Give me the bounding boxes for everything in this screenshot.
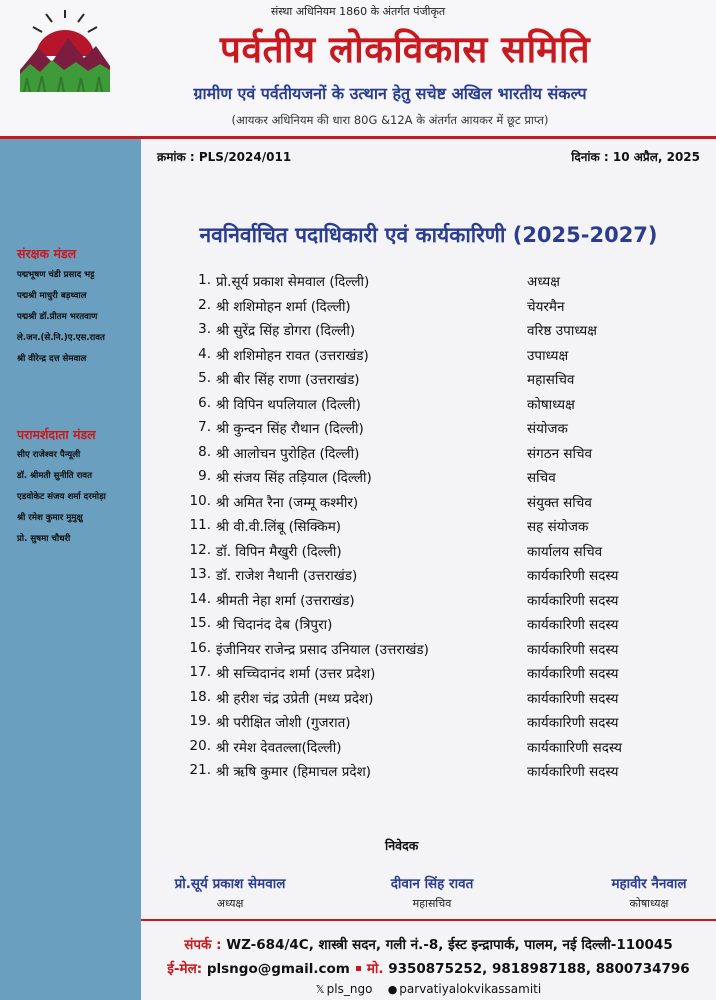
member-name: श्री हरीश चंद्र उप्रेती (मध्य प्रदेश) — [216, 690, 374, 707]
member-number: 18. — [189, 688, 211, 705]
member-name: श्री बीर सिंह राणा (उत्तराखंड) — [216, 372, 360, 388]
member-post: कार्यकारिणी सदस्य — [527, 568, 619, 584]
sidebar — [0, 139, 141, 1000]
x-handle[interactable]: pls_ngo — [326, 982, 373, 996]
page-title: नवनिर्वाचित पदाधिकारी एवं कार्यकारिणी (2025-2027) — [199, 223, 658, 247]
member-name: श्री कुन्दन सिंह रौथान (दिल्ली) — [216, 421, 364, 437]
member-name: इंजीनियर राजेन्द्र प्रसाद उनियाल (उत्तराखंड) — [216, 641, 429, 658]
member-number: 11. — [189, 517, 211, 533]
signatory — [589, 874, 709, 911]
member-number: 19. — [189, 713, 211, 729]
signatory — [155, 874, 305, 911]
member-number: 20. — [189, 737, 211, 754]
member-row — [165, 370, 705, 395]
member-number: 10. — [189, 492, 211, 509]
member-name: श्री वी.वी.लिंबू (सिक्किम) — [216, 519, 342, 535]
member-name: डॉ. राजेश नैथानी (उत्तराखंड) — [216, 568, 358, 584]
member-row — [165, 738, 705, 763]
member-post: अध्यक्ष — [527, 274, 560, 290]
phone-numbers: 9350875252, 9818987188, 8800734796 — [388, 961, 690, 977]
member-row — [165, 272, 705, 297]
advisor-heading: परामर्शदाता मंडल — [17, 427, 96, 442]
member-post: कार्यकाारिणी सदस्य — [527, 739, 622, 756]
signatory-name: महावीर नैनवाल — [611, 876, 687, 892]
member-number: 7. — [198, 419, 211, 435]
signatory-name: प्रो.सूर्य प्रकाश सेमवाल — [174, 876, 286, 892]
separator-square-icon — [356, 966, 361, 971]
member-post: कार्यकारिणी सदस्य — [527, 764, 619, 780]
member-post: कार्यकारिणी सदस्य — [527, 690, 619, 707]
member-number: 8. — [198, 443, 211, 460]
signatory — [357, 874, 507, 911]
address-label: संपर्क : — [184, 937, 222, 953]
member-post: कार्यालय सचिव — [527, 543, 603, 560]
advisor-item: डॉ. श्रीमती सुनीति रावत — [17, 471, 92, 481]
member-name: श्री शशिमोहन शर्मा (दिल्ली) — [216, 298, 351, 315]
member-number: 5. — [198, 370, 211, 386]
member-number: 16. — [189, 639, 211, 656]
member-post: महासचिव — [527, 372, 575, 388]
member-name: श्री चिदानंद देब (त्रिपुरा) — [216, 617, 333, 633]
member-row — [165, 419, 705, 444]
member-row — [165, 640, 705, 665]
member-number: 1. — [198, 272, 211, 288]
member-number: 15. — [189, 615, 211, 631]
member-row — [165, 297, 705, 322]
member-row — [165, 615, 705, 640]
member-row — [165, 468, 705, 493]
facebook-handle[interactable]: parvatiyalokvikassamiti — [399, 982, 542, 996]
member-post: सह संयोजक — [527, 519, 589, 535]
patron-item: पद्मश्री माधुरी बड़थ्वाल — [17, 291, 87, 301]
member-row — [165, 762, 705, 787]
member-number: 3. — [198, 321, 211, 337]
advisor-item: एडवोकेट संजय शर्मा दरमोड़ा — [17, 492, 106, 502]
patron-heading: संरक्षक मंडल — [17, 246, 77, 261]
signatory-role: कोषाध्यक्ष — [629, 897, 669, 910]
member-number: 21. — [189, 762, 211, 778]
member-row — [165, 493, 705, 518]
facebook-icon: ● — [387, 983, 398, 996]
member-post: सचिव — [527, 470, 556, 486]
advisor-list — [17, 445, 106, 550]
member-row — [165, 346, 705, 371]
contact-social — [141, 982, 716, 996]
address-text: WZ-684/4C, शास्त्री सदन, गली नं.-8, ईस्ट इन्द्रापार्क, पालम, नई दिल्ली-110045 — [226, 937, 673, 953]
member-name: डॉ. विपिन मैखुरी (दिल्ली) — [216, 543, 342, 560]
member-row — [165, 542, 705, 567]
contact-email-phone — [141, 959, 716, 977]
member-post: चेयरमैन — [527, 298, 565, 315]
phone-label: मो. — [366, 961, 384, 977]
x-icon: 𝕏 — [315, 983, 325, 996]
contact-address — [141, 935, 716, 953]
member-row — [165, 321, 705, 346]
member-number: 13. — [189, 566, 211, 582]
member-post: वरिष्ठ उपाध्यक्ष — [527, 323, 597, 339]
member-name: श्री सुरेंद्र सिंह डोगरा (दिल्ली) — [216, 323, 356, 339]
member-row — [165, 713, 705, 738]
letter-body — [141, 139, 716, 1000]
patron-item: श्री वीरेन्द्र दत्त सेमवाल — [17, 354, 87, 364]
organization-logo — [18, 8, 112, 92]
member-number: 4. — [198, 345, 211, 362]
member-post: संयुक्त सचिव — [527, 494, 592, 511]
member-post: संयोजक — [527, 421, 568, 437]
member-post: कार्यकारिणी सदस्य — [527, 715, 619, 731]
signatories-label: निवेदक — [385, 838, 419, 853]
reference-number: क्रमांक : PLS/2024/011 — [157, 150, 292, 164]
member-name: श्री ऋषि कुमार (हिमाचल प्रदेश) — [216, 764, 372, 780]
member-post: कोषाध्यक्ष — [527, 396, 575, 413]
member-name: प्रो.सूर्य प्रकाश सेमवाल (दिल्ली) — [216, 274, 370, 290]
letter-date: दिनांक : 10 अप्रैल, 2025 — [571, 150, 700, 164]
patron-item: पद्मश्री डॉ.प्रीतम भरतवाण — [17, 312, 98, 322]
signatory-role: महासचिव — [412, 897, 452, 910]
member-number: 14. — [189, 590, 211, 607]
registration-note: संस्था अधिनियम 1860 के अंतर्गत पंजीकृत — [270, 5, 446, 18]
member-list — [165, 272, 705, 787]
member-number: 12. — [189, 541, 211, 558]
letterhead — [0, 0, 716, 136]
member-post: कार्यकारिणी सदस्य — [527, 617, 619, 633]
member-name: श्री रमेश देवतल्ला(दिल्ली) — [216, 739, 342, 756]
member-name: श्रीमती नेहा शर्मा (उत्तराखंड) — [216, 592, 355, 609]
footer-divider — [141, 919, 716, 921]
member-row — [165, 689, 705, 714]
member-number: 17. — [189, 664, 211, 680]
member-name: श्री विपिन थपलियाल (दिल्ली) — [216, 396, 361, 413]
member-row — [165, 566, 705, 591]
tagline: ग्रामीण एवं पर्वतीयजनों के उत्थान हेतु सचेष्ट अखिल भारतीय संकल्प — [193, 84, 587, 103]
organization-name: पर्वतीय लोकविकास समिति — [219, 28, 591, 71]
member-row — [165, 664, 705, 689]
email-label: ई-मेल: — [167, 961, 203, 977]
member-post: उपाध्यक्ष — [527, 347, 569, 364]
member-number: 6. — [198, 394, 211, 411]
advisor-item: सीए राजेश्वर पैन्यूली — [17, 450, 81, 460]
patron-item: पद्मभूषण चंडी प्रसाद भट्ट — [17, 270, 95, 280]
patron-item: ले.जन.(से.नि.)ए.एस.रावत — [17, 333, 105, 343]
member-name: श्री सच्चिदानंद शर्मा (उत्तर प्रदेश) — [216, 666, 376, 682]
member-post: कार्यकारिणी सदस्य — [527, 592, 619, 609]
member-post: कार्यकारिणी सदस्य — [527, 666, 619, 682]
signatory-role: अध्यक्ष — [216, 897, 244, 910]
member-post: संगठन सचिव — [527, 445, 593, 462]
member-number: 2. — [198, 296, 211, 313]
member-row — [165, 444, 705, 469]
advisor-item: प्रो. सुषमा चौधरी — [17, 534, 71, 544]
member-name: श्री परीक्षित जोशी (गुजरात) — [216, 715, 351, 731]
member-name: श्री संजय सिंह तड़ियाल (दिल्ली) — [216, 470, 372, 486]
member-post: कार्यकारिणी सदस्य — [527, 641, 619, 658]
email-link[interactable]: plsngo@gmail.com — [206, 961, 350, 977]
member-number: 9. — [198, 468, 211, 484]
member-row — [165, 591, 705, 616]
signatory-name: दीवान सिंह रावत — [390, 876, 474, 892]
member-name: श्री अमित रैना (जम्मू कश्मीर) — [216, 494, 359, 511]
member-row — [165, 395, 705, 420]
member-row — [165, 517, 705, 542]
member-name: श्री आलोचन पुरोहित (दिल्ली) — [216, 445, 360, 462]
patron-list — [17, 265, 105, 370]
tax-exemption-note: (आयकर अधिनियम की धारा 80G &12A के अंतर्गत आयकर में छूट प्राप्त) — [231, 113, 549, 127]
member-name: श्री शशिमोहन रावत (उत्तराखंड) — [216, 347, 369, 364]
advisor-item: श्री रमेश कुमार मुमुक्षु — [17, 513, 83, 523]
